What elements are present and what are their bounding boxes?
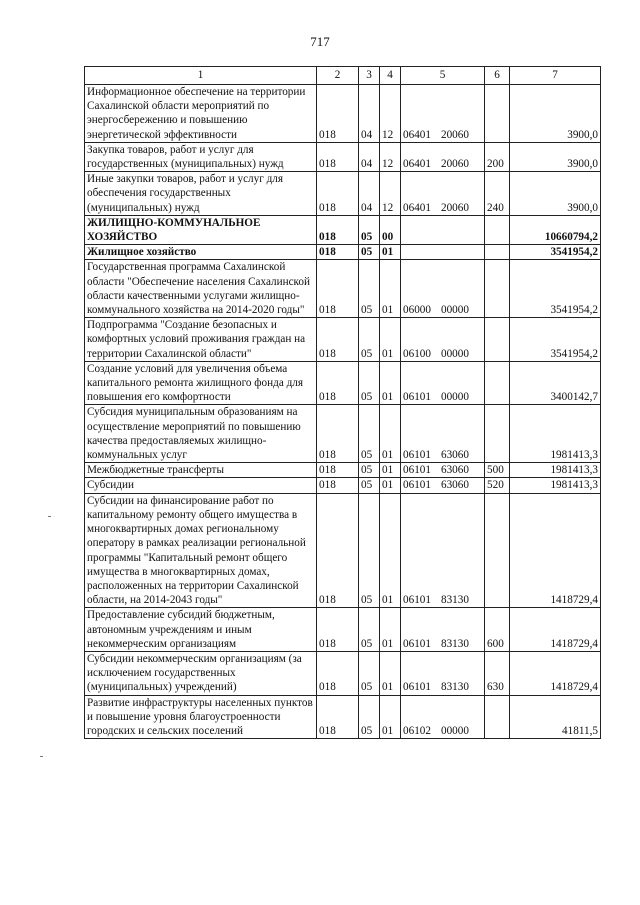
row-ministry-code: 018 xyxy=(317,172,359,216)
row-expense-type xyxy=(485,245,510,260)
row-expense-type xyxy=(485,361,510,405)
row-name: Закупка товаров, работ и услуг для государственных (муниципальных) нужд xyxy=(85,142,317,171)
row-expense-type xyxy=(485,695,510,739)
row-subsection-code: 01 xyxy=(380,463,401,478)
row-name: ЖИЛИЩНО-КОММУНАЛЬНОЕ ХОЗЯЙСТВО xyxy=(85,215,317,244)
row-ministry-code: 018 xyxy=(317,463,359,478)
row-name: Развитие инфраструктуры населенных пунктов и повышение уровня благоустроенности городских и сельских поселений xyxy=(85,695,317,739)
table-row xyxy=(85,215,601,244)
row-section-code: 04 xyxy=(359,85,380,143)
row-amount: 1981413,3 xyxy=(510,478,601,493)
table-row xyxy=(85,478,601,493)
row-name: Межбюджетные трансферты xyxy=(85,463,317,478)
row-expense-type: 520 xyxy=(485,478,510,493)
table-row xyxy=(85,695,601,739)
row-ministry-code: 018 xyxy=(317,361,359,405)
column-header: 3 xyxy=(359,67,380,85)
row-name: Жилищное хозяйство xyxy=(85,245,317,260)
target-direction-code: 00000 xyxy=(440,391,469,404)
target-direction-code: 00000 xyxy=(440,724,469,737)
row-amount: 3541954,2 xyxy=(510,245,601,260)
row-expense-type xyxy=(485,493,510,608)
row-section-code: 05 xyxy=(359,493,380,608)
target-direction-code: 00000 xyxy=(440,304,469,317)
scan-mark xyxy=(48,516,51,517)
table-row xyxy=(85,85,601,143)
row-subsection-code: 00 xyxy=(380,215,401,244)
row-subsection-code: 01 xyxy=(380,318,401,362)
row-amount: 1418729,4 xyxy=(510,608,601,652)
target-direction-code: 83130 xyxy=(440,681,469,694)
row-amount: 1981413,3 xyxy=(510,405,601,463)
row-target-code xyxy=(401,142,485,171)
target-program-code: 06401 xyxy=(403,158,431,171)
target-direction-code: 83130 xyxy=(440,637,469,650)
row-ministry-code: 018 xyxy=(317,405,359,463)
row-ministry-code: 018 xyxy=(317,142,359,171)
row-target-code xyxy=(401,260,485,318)
row-amount: 3541954,2 xyxy=(510,318,601,362)
table-row xyxy=(85,245,601,260)
row-ministry-code: 018 xyxy=(317,608,359,652)
row-subsection-code: 12 xyxy=(380,85,401,143)
row-subsection-code: 01 xyxy=(380,478,401,493)
page-number: 717 xyxy=(310,34,330,49)
row-target-code xyxy=(401,215,485,244)
row-target-code xyxy=(401,361,485,405)
table-row xyxy=(85,651,601,695)
table-row xyxy=(85,405,601,463)
row-ministry-code: 018 xyxy=(317,215,359,244)
row-section-code: 05 xyxy=(359,361,380,405)
row-name: Субсидии некоммерческим организациям (за исключением государственных (муниципальных) учреждений) xyxy=(85,651,317,695)
table-row xyxy=(85,172,601,216)
target-program-code: 06101 xyxy=(403,449,431,462)
target-program-code: 06401 xyxy=(403,201,431,214)
row-target-code xyxy=(401,405,485,463)
table-body xyxy=(85,85,601,739)
row-subsection-code: 01 xyxy=(380,493,401,608)
row-target-code xyxy=(401,245,485,260)
row-ministry-code: 018 xyxy=(317,318,359,362)
row-expense-type xyxy=(485,215,510,244)
row-section-code: 05 xyxy=(359,608,380,652)
target-program-code: 06101 xyxy=(403,391,431,404)
table-row xyxy=(85,260,601,318)
row-amount: 3900,0 xyxy=(510,172,601,216)
budget-table xyxy=(84,66,601,739)
table-row xyxy=(85,608,601,652)
row-section-code: 05 xyxy=(359,245,380,260)
table-row xyxy=(85,318,601,362)
target-program-code: 06101 xyxy=(403,464,431,477)
column-header: 2 xyxy=(317,67,359,85)
row-amount: 10660794,2 xyxy=(510,215,601,244)
row-section-code: 04 xyxy=(359,172,380,216)
row-name: Информационное обеспечение на территории Сахалинской области мероприятий по энергосбережению и повышению энергетической эффективности xyxy=(85,85,317,143)
table-row xyxy=(85,463,601,478)
row-ministry-code: 018 xyxy=(317,85,359,143)
row-target-code xyxy=(401,695,485,739)
row-name: Субсидии на финансирование работ по капитальному ремонту общего имущества в многоквартирных домах региональному оператору в рамках реализации региональной программы "Капитальный ремонт общего имущества в многоквартирных домах, расположенных на территории Сахалинской области, на 2014-2043 годы" xyxy=(85,493,317,608)
target-program-code: 06101 xyxy=(403,594,431,607)
column-header: 4 xyxy=(380,67,401,85)
row-ministry-code: 018 xyxy=(317,245,359,260)
row-subsection-code: 01 xyxy=(380,405,401,463)
row-subsection-code: 01 xyxy=(380,695,401,739)
target-program-code: 06000 xyxy=(403,304,431,317)
target-program-code: 06401 xyxy=(403,128,431,141)
column-header: 5 xyxy=(401,67,485,85)
target-direction-code: 63060 xyxy=(440,449,469,462)
column-header: 6 xyxy=(485,67,510,85)
row-section-code: 05 xyxy=(359,478,380,493)
row-ministry-code: 018 xyxy=(317,260,359,318)
row-subsection-code: 01 xyxy=(380,245,401,260)
table-row xyxy=(85,493,601,608)
row-target-code xyxy=(401,318,485,362)
row-expense-type: 500 xyxy=(485,463,510,478)
row-expense-type: 240 xyxy=(485,172,510,216)
row-ministry-code: 018 xyxy=(317,695,359,739)
target-direction-code: 00000 xyxy=(440,347,469,360)
column-header: 7 xyxy=(510,67,601,85)
row-amount: 1418729,4 xyxy=(510,651,601,695)
row-subsection-code: 01 xyxy=(380,608,401,652)
row-section-code: 05 xyxy=(359,463,380,478)
row-section-code: 05 xyxy=(359,260,380,318)
row-section-code: 05 xyxy=(359,651,380,695)
row-amount: 1981413,3 xyxy=(510,463,601,478)
target-program-code: 06101 xyxy=(403,479,431,492)
row-amount: 3900,0 xyxy=(510,142,601,171)
row-name: Предоставление субсидий бюджетным, автономным учреждениям и иным некоммерческим организациям xyxy=(85,608,317,652)
target-program-code: 06100 xyxy=(403,347,431,360)
target-direction-code: 63060 xyxy=(440,479,469,492)
row-expense-type xyxy=(485,318,510,362)
row-expense-type: 600 xyxy=(485,608,510,652)
row-section-code: 05 xyxy=(359,215,380,244)
row-section-code: 05 xyxy=(359,695,380,739)
table-row xyxy=(85,142,601,171)
target-program-code: 06101 xyxy=(403,681,431,694)
row-section-code: 04 xyxy=(359,142,380,171)
row-target-code xyxy=(401,493,485,608)
row-subsection-code: 01 xyxy=(380,361,401,405)
row-ministry-code: 018 xyxy=(317,651,359,695)
row-name: Создание условий для увеличения объема капитального ремонта жилищного фонда для повышения его комфортности xyxy=(85,361,317,405)
target-direction-code: 83130 xyxy=(440,594,469,607)
row-amount: 3400142,7 xyxy=(510,361,601,405)
row-amount: 41811,5 xyxy=(510,695,601,739)
row-target-code xyxy=(401,463,485,478)
row-target-code xyxy=(401,478,485,493)
row-expense-type xyxy=(485,85,510,143)
row-target-code xyxy=(401,85,485,143)
target-direction-code: 20060 xyxy=(440,201,469,214)
row-subsection-code: 01 xyxy=(380,260,401,318)
row-name: Подпрограмма "Создание безопасных и комфортных условий проживания граждан на территории Сахалинской области" xyxy=(85,318,317,362)
row-name: Иные закупки товаров, работ и услуг для обеспечения государственных (муниципальных) нужд xyxy=(85,172,317,216)
target-direction-code: 20060 xyxy=(440,128,469,141)
row-subsection-code: 12 xyxy=(380,172,401,216)
row-section-code: 05 xyxy=(359,405,380,463)
row-expense-type xyxy=(485,405,510,463)
target-program-code: 06102 xyxy=(403,724,431,737)
row-subsection-code: 12 xyxy=(380,142,401,171)
header-row xyxy=(85,67,601,85)
row-ministry-code: 018 xyxy=(317,493,359,608)
table-row xyxy=(85,361,601,405)
row-amount: 1418729,4 xyxy=(510,493,601,608)
row-target-code xyxy=(401,172,485,216)
row-target-code xyxy=(401,608,485,652)
row-expense-type: 630 xyxy=(485,651,510,695)
row-name: Государственная программа Сахалинской области "Обеспечение населения Сахалинской области качественными услугами жилищно-коммунального хозяйства на 2014-2020 годы" xyxy=(85,260,317,318)
column-header: 1 xyxy=(85,67,317,85)
scan-mark xyxy=(40,756,43,757)
target-direction-code: 20060 xyxy=(440,158,469,171)
row-amount: 3900,0 xyxy=(510,85,601,143)
row-name: Субсидия муниципальным образованиям на осуществление мероприятий по повышению качества предоставляемых жилищно-коммунальных услуг xyxy=(85,405,317,463)
row-subsection-code: 01 xyxy=(380,651,401,695)
row-amount: 3541954,2 xyxy=(510,260,601,318)
target-program-code: 06101 xyxy=(403,637,431,650)
row-ministry-code: 018 xyxy=(317,478,359,493)
target-direction-code: 63060 xyxy=(440,464,469,477)
row-section-code: 05 xyxy=(359,318,380,362)
row-target-code xyxy=(401,651,485,695)
row-name: Субсидии xyxy=(85,478,317,493)
row-expense-type: 200 xyxy=(485,142,510,171)
row-expense-type xyxy=(485,260,510,318)
